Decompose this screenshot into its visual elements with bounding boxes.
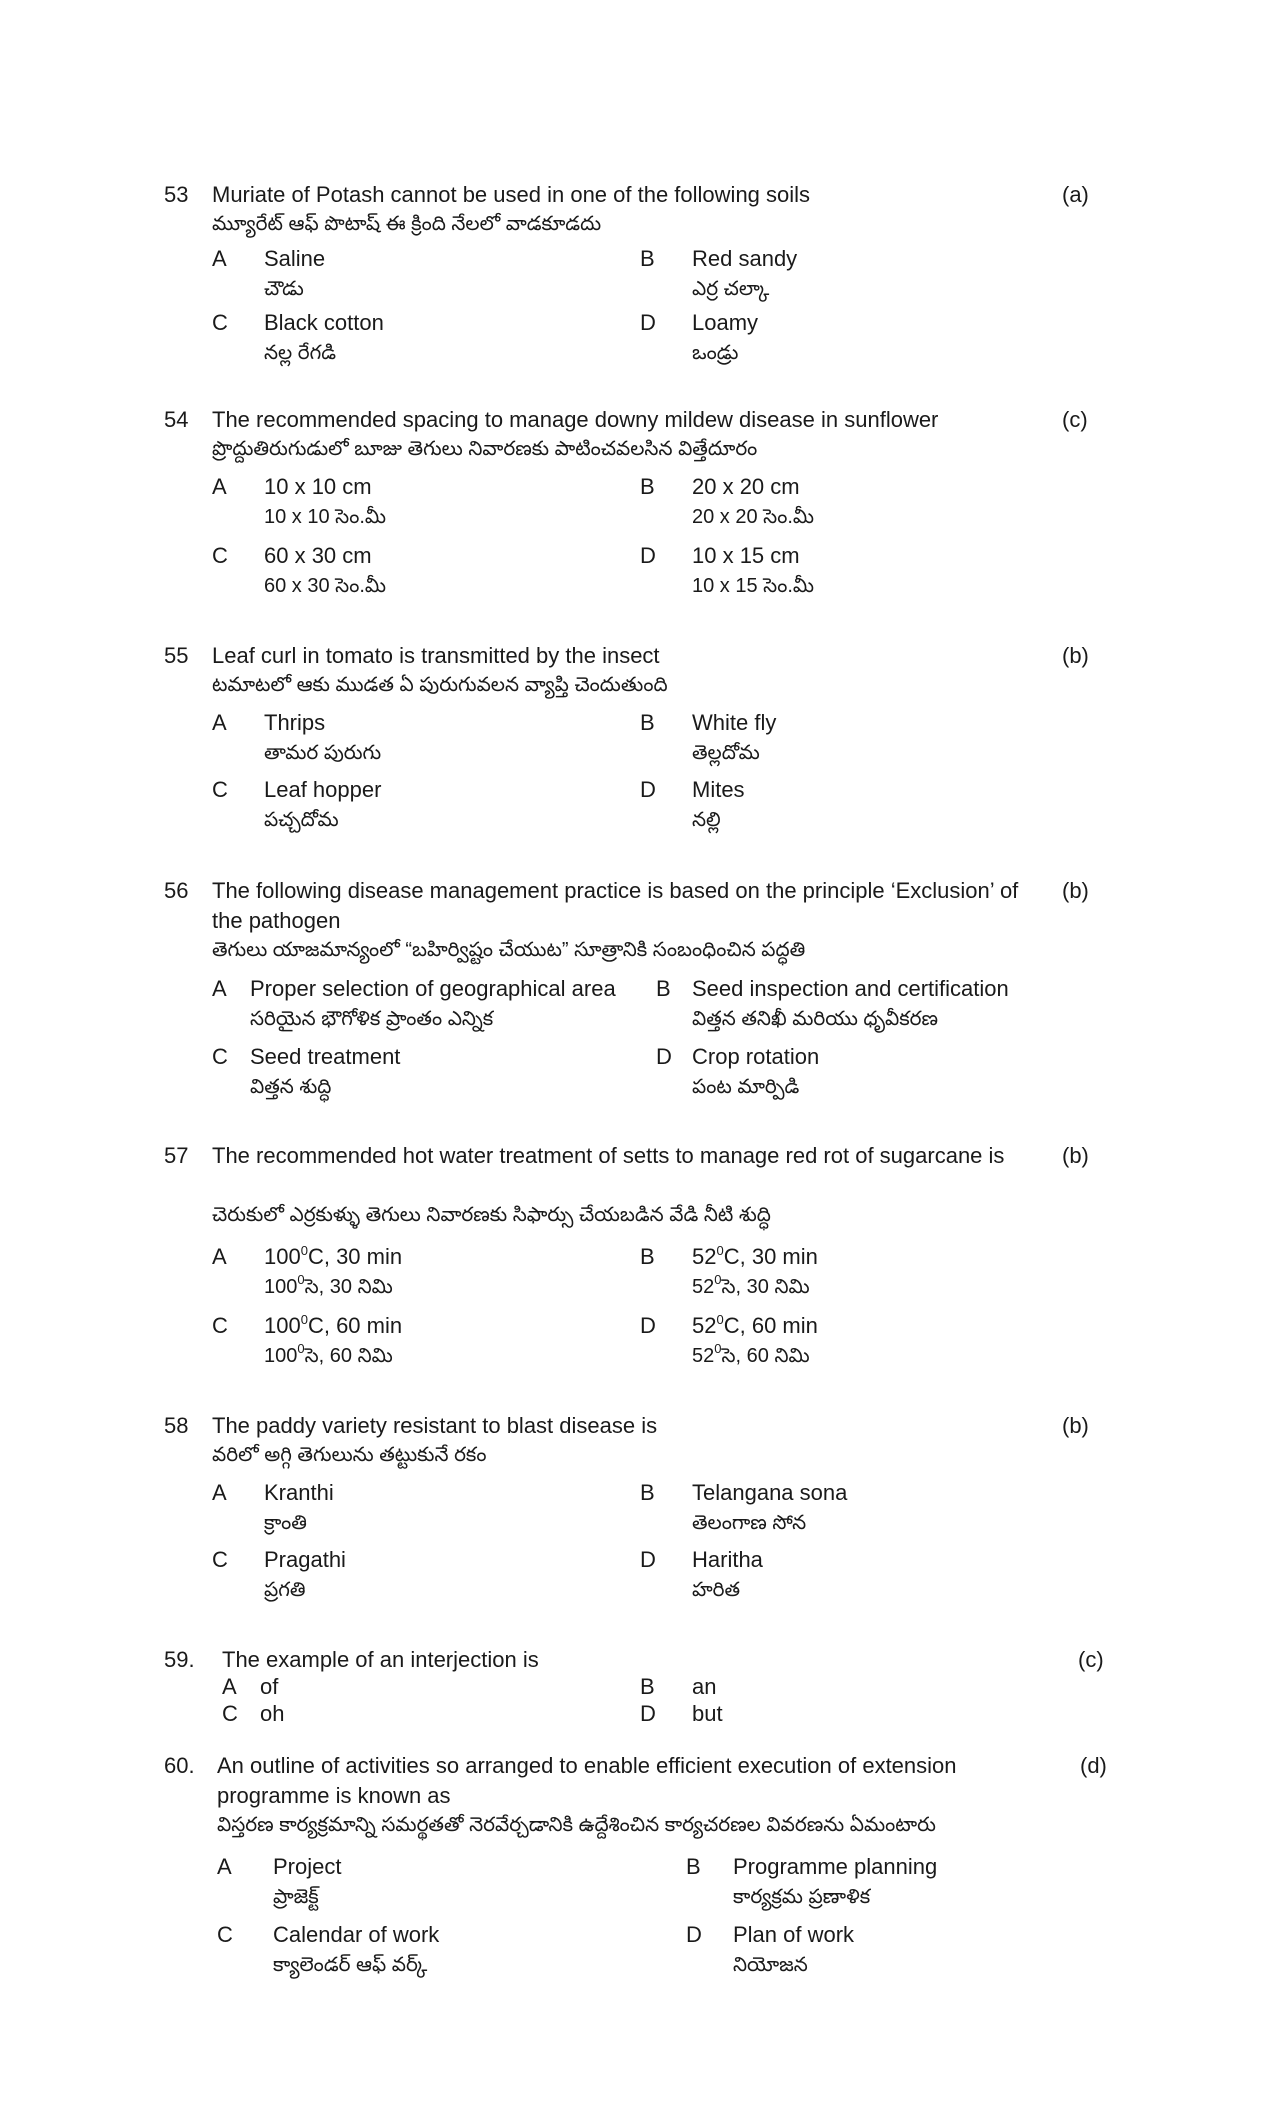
answer-key: (a) (1062, 182, 1089, 207)
question-number: 53 (164, 182, 189, 207)
question-text: The recommended hot water treatment of setts to manage red rot of sugarcane is (212, 1143, 1005, 1168)
answer-key: (c) (1062, 407, 1088, 432)
question-text: The example of an interjection is (222, 1647, 539, 1672)
answer-key: (b) (1062, 878, 1089, 903)
question-text: The paddy variety resistant to blast disease is (212, 1413, 658, 1438)
question-text: Muriate of Potash cannot be used in one of the following soils (212, 182, 811, 207)
question-number: 55 (164, 643, 189, 668)
answer-key: (b) (1062, 1413, 1089, 1438)
answer-key: (b) (1062, 1143, 1089, 1168)
question-telugu: వరిలో అగ్గి తెగులును తట్టుకునే రకం (212, 1444, 487, 1466)
question-number: 58 (164, 1413, 189, 1438)
question-telugu: తెగులు యాజమాన్యంలో “బహిర్విష్టం చేయుట” సూత్రానికి సంబంధించిన పద్ధతి (212, 939, 806, 961)
question-number: 56 (164, 878, 189, 903)
answer-key: (b) (1062, 643, 1089, 668)
question-telugu: చెరుకులో ఎర్రకుళ్ళు తెగులు నివారణకు సిఫార్సు చేయబడిన వేడి నీటి శుద్ధి (212, 1204, 771, 1226)
exam-page: 53 Muriate of Potash cannot be used in one of the following soils మ్యూరేట్ ఆఫ్ పొటాష్ ఈ క్రింది నేలలో వాడకూడదు (a) A Saline చౌడు B Red sandy ఎర్ర చల్కా C Black cotton నల్ల రేగడి D Loamy ఒండ్రు 54 The recommended spacing to manage downy mildew disease in sunflower ప్రొద్దుతిరుగుడులో బూజు తెగులు నివారణకు పాటించవలసిన విత్తేదూరం (c) A 10 x 10 cm 10 x 10 సెం.మీ B 20 x 20 cm 20 x 20 సెం.మీ C 60 x 30 cm 60 x 30 సెం.మీ D 10 x 15 cm 10 x 15 సెం.మీ 55 Leaf curl in tomato is transmitted by the insect టమాటలో ఆకు ముడత ఏ పురుగువలన వ్యాప్తి చెందుతుంది (b) A Thrips తామర పురుగు B White fly తెల్లదోమ C Leaf hopper పచ్చదోమ D Mites నల్లి 56 The following disease management practice is based on the principle ‘Exclusion’ of the pathogen తెగులు యాజమాన్యంలో “బహిర్విష్టం చేయుట” సూత్రానికి సంబంధించిన పద్ధతి (b) A Proper selection of geographical area సరియైన భౌగోళిక ప్రాంతం ఎన్నిక B Seed inspection and certification విత్తన తనిఖీ మరియు ధృవీకరణ C Seed treatment విత్తన శుద్ధి D Crop rotation పంట మార్పిడి 57 The recommended hot water treatment of setts to manage red rot of sugarcane is చెరుకులో ఎర్రకుళ్ళు తెగులు నివారణకు సిఫార్సు చేయబడిన వేడి నీటి శుద్ధి (b) A $100^0C$, 30 min $100^0సె$, 30 నిమి B $52^0C$, 30 min $52^0సె$, 30 నిమి C $100^0C$, 60 min $100^0సె$, 60 నిమి D $52^0C$, 60 min $52^0సె$, 60 నిమి 58 The paddy variety resistant to blast disease is వరిలో అగ్గి తెగులును తట్టుకునే రకం (b) A Kranthi క్రాంతి B Telangana sona తెలంగాణ సోన C Pragathi ప్రగతి D Haritha హరిత 59. The example of an interjection is (c) A of B an C oh D but 60. An outline of activities so arranged to enable efficient execution of extension programme is known as విస్తరణ కార్యక్రమాన్ని సమర్థతతో నెరవేర్చడానికి ఉద్దేశించిన కార్యచరణల వివరణను ఏమంటారు (d) A Project ప్రాజెక్ట్ B Programme planning కార్యక్రమ ప్రణాళిక C Calendar of work క్యాలెండర్ ఆఫ్ వర్క్ D Plan of work నియోజన (164, 182, 1107, 1976)
question-telugu: విస్తరణ కార్యక్రమాన్ని సమర్థతతో నెరవేర్చడానికి ఉద్దేశించిన కార్యచరణల వివరణను ఏమంటారు (217, 1814, 936, 1836)
question-text: The following disease management practice is based on the principle ‘Exclusion’ of the pathogen (212, 878, 1019, 933)
question-telugu: మ్యూరేట్ ఆఫ్ పొటాష్ ఈ క్రింది నేలలో వాడకూడదు (212, 213, 602, 235)
answer-key: (c) (1078, 1647, 1104, 1672)
question-text: Leaf curl in tomato is transmitted by the insect (212, 643, 660, 668)
question-number: 59. (164, 1647, 195, 1672)
question-text: The recommended spacing to manage downy mildew disease in sunflower (212, 407, 939, 432)
question-text: An outline of activities so arranged to enable efficient execution of extension programme is known as (217, 1753, 957, 1808)
answer-key: (d) (1080, 1753, 1107, 1778)
question-telugu: టమాటలో ఆకు ముడత ఏ పురుగువలన వ్యాప్తి చెందుతుంది (212, 674, 668, 696)
question-telugu: ప్రొద్దుతిరుగుడులో బూజు తెగులు నివారణకు పాటించవలసిన విత్తేదూరం (212, 438, 758, 460)
question-number: 57 (164, 1143, 189, 1168)
question-number: 60. (164, 1753, 195, 1778)
question-number: 54 (164, 407, 189, 432)
